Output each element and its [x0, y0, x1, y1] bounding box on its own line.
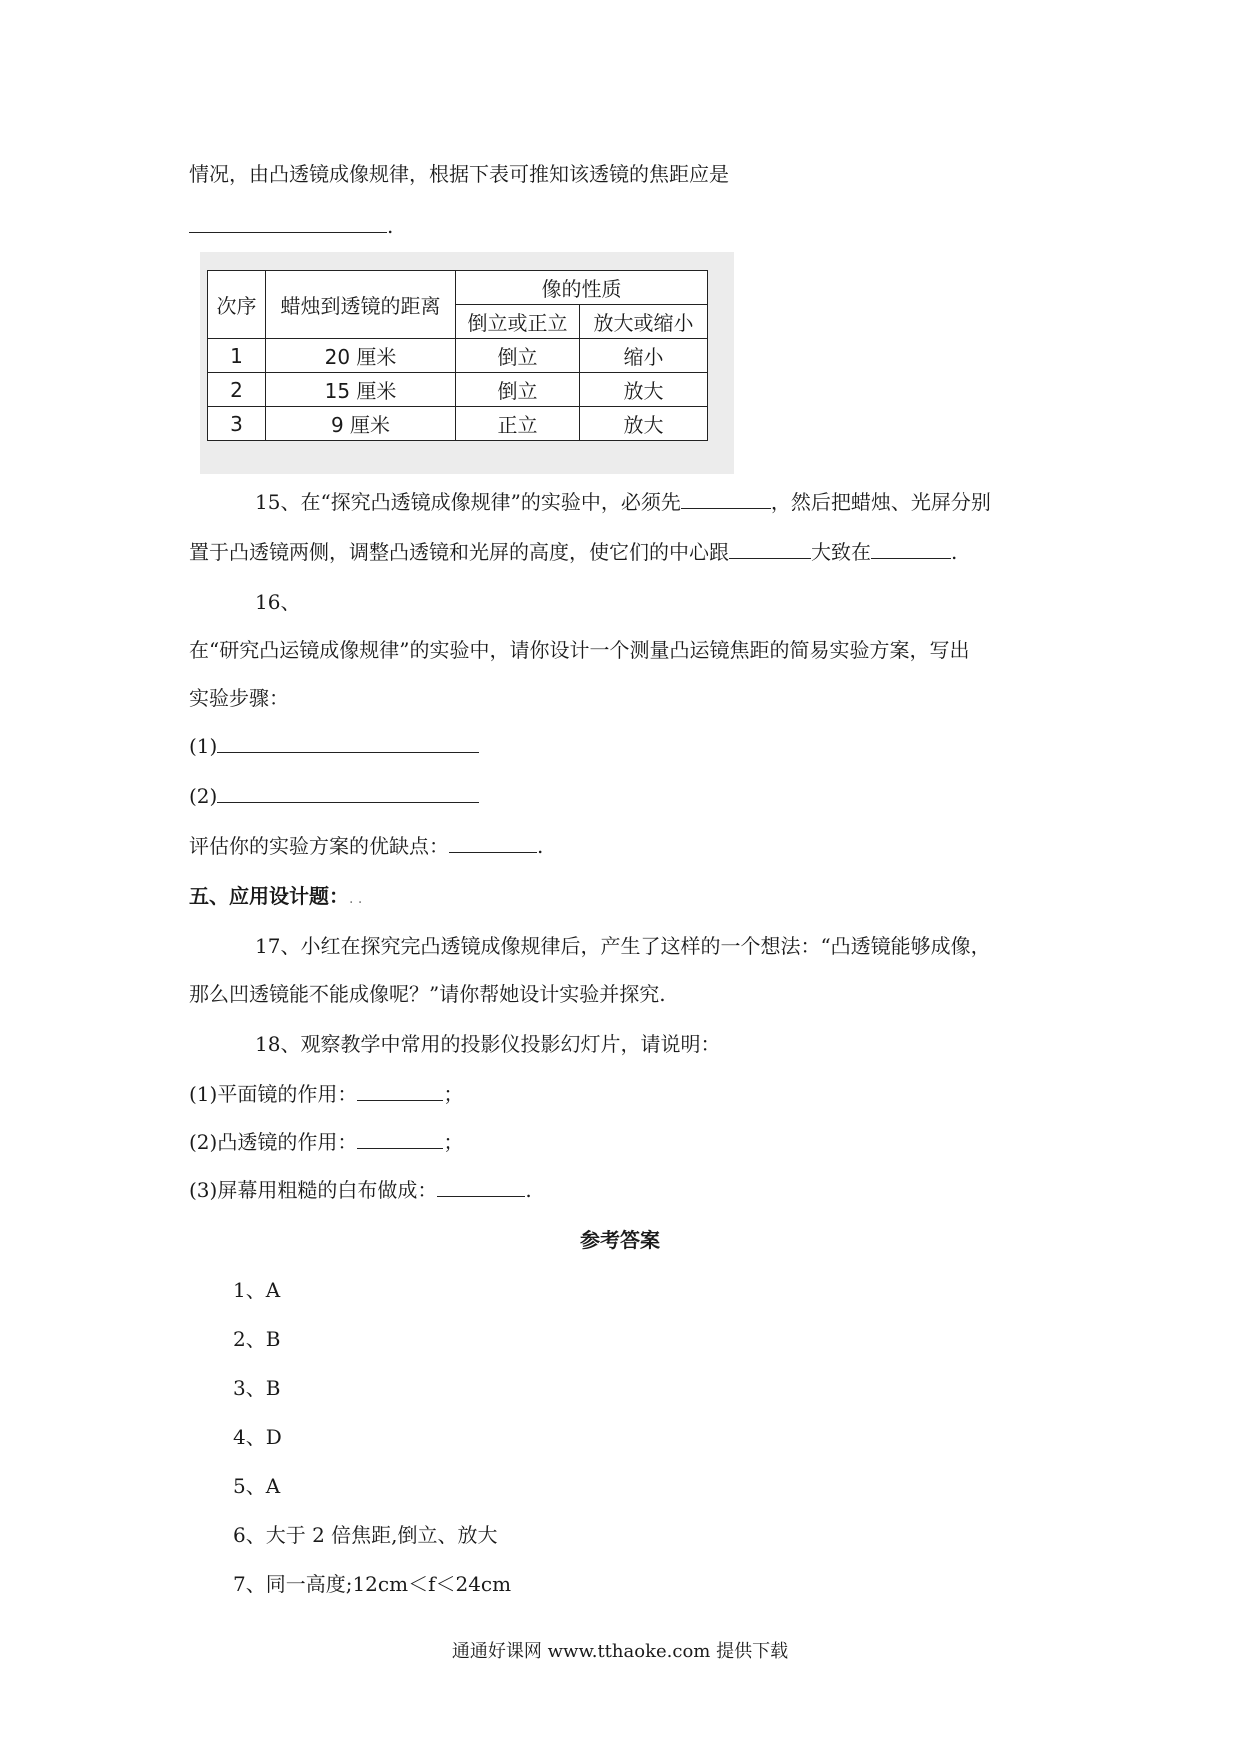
- answer-item: 7、同一高度;12cm＜f＜24cm: [233, 1572, 512, 1596]
- answer-item: 6、大于 2 倍焦距,倒立、放大: [233, 1523, 498, 1547]
- cell-size: 放大: [580, 373, 708, 407]
- answer-item: 4、D: [233, 1425, 282, 1449]
- section-title-text: 五、应用设计题：: [189, 884, 349, 908]
- answer-blank: [189, 212, 387, 233]
- answer-blank: [681, 488, 771, 509]
- intro-line-1: 情况，由凸透镜成像规律，根据下表可推知该透镜的焦距应是: [189, 162, 729, 186]
- table-row: [208, 407, 708, 441]
- q16-evaluate: [189, 832, 543, 860]
- q18-item-3: [189, 1176, 532, 1204]
- q18-text: (1)平面镜的作用：: [189, 1082, 358, 1106]
- cell-order: 2: [208, 373, 266, 407]
- q15-text: 15、在“探究凸透镜成像规律”的实验中，必须先: [255, 490, 681, 514]
- q17-line-2: 那么凹透镜能不能成像呢？”请你帮她设计实验并探究.: [189, 982, 666, 1006]
- answer-blank: [357, 1080, 443, 1101]
- punctuation: ；: [443, 1130, 464, 1154]
- answer-blank: [449, 832, 537, 853]
- cell-distance: 20 厘米: [266, 339, 456, 373]
- cell-size: 缩小: [580, 339, 708, 373]
- page-footer: 通通好课网 www.tthaoke.com 提供下载: [451, 1641, 789, 1662]
- answer-blank: [217, 732, 479, 753]
- q16-text: 评估你的实验方案的优缺点：: [189, 834, 449, 858]
- q16-line-1: 在“研究凸运镜成像规律”的实验中，请你设计一个测量凸运镜焦距的简易实验方案，写出: [189, 638, 970, 662]
- q15-line-2: [189, 538, 957, 566]
- q16-number: 16、: [255, 590, 301, 614]
- q15-text: 大致在: [811, 540, 871, 564]
- cell-orientation: 正立: [456, 407, 580, 441]
- answer-blank: [871, 538, 951, 559]
- answer-item: 5、A: [233, 1474, 281, 1498]
- answer-item: 1、A: [233, 1278, 281, 1302]
- answer-blank: [357, 1128, 443, 1149]
- cell-orientation: 倒立: [456, 339, 580, 373]
- punctuation: .: [537, 834, 544, 858]
- step-number: (1): [189, 734, 218, 758]
- q16-line-2: 实验步骤：: [189, 686, 289, 710]
- section-dots: . .: [349, 891, 363, 907]
- punctuation: ；: [443, 1082, 464, 1106]
- punctuation: .: [525, 1178, 532, 1202]
- punctuation: .: [387, 214, 394, 238]
- cell-distance: 15 厘米: [266, 373, 456, 407]
- q15-line-1: [255, 488, 991, 516]
- cell-size: 放大: [580, 407, 708, 441]
- q16-step-2: [189, 782, 479, 810]
- step-number: (2): [189, 784, 218, 808]
- q16-step-1: [189, 732, 479, 760]
- cell-order: 3: [208, 407, 266, 441]
- lens-table: [207, 270, 708, 441]
- q18-text: (3)屏幕用粗糙的白布做成：: [189, 1178, 438, 1202]
- q15-text: ，然后把蜡烛、光屏分别: [770, 490, 991, 514]
- answer-blank: [437, 1176, 525, 1197]
- answer-blank: [729, 538, 811, 559]
- table-row: [208, 373, 708, 407]
- answer-blank: [217, 782, 479, 803]
- cell-order: 1: [208, 339, 266, 373]
- q18-line-1: 18、观察教学中常用的投影仪投影幻灯片，请说明：: [255, 1032, 721, 1056]
- intro-line-2: [189, 212, 393, 240]
- header-size: 放大或缩小: [580, 305, 708, 339]
- cell-orientation: 倒立: [456, 373, 580, 407]
- q18-item-2: [189, 1128, 463, 1156]
- lens-table-image: [200, 252, 734, 474]
- header-order: 次序: [208, 271, 266, 339]
- header-image-props: 像的性质: [456, 271, 708, 305]
- answer-item: 2、B: [233, 1327, 281, 1351]
- header-orientation: 倒立或正立: [456, 305, 580, 339]
- q15-text: 置于凸透镜两侧，调整凸透镜和光屏的高度，使它们的中心跟: [189, 540, 729, 564]
- section-title: [189, 882, 362, 913]
- table-row: [208, 339, 708, 373]
- header-distance: 蜡烛到透镜的距离: [266, 271, 456, 339]
- q17-line-1: 17、小红在探究完凸透镜成像规律后，产生了这样的一个想法：“凸透镜能够成像，: [255, 934, 991, 958]
- q18-text: (2)凸透镜的作用：: [189, 1130, 358, 1154]
- q18-item-1: [189, 1080, 463, 1108]
- cell-distance: 9 厘米: [266, 407, 456, 441]
- answers-title: 参考答案: [580, 1228, 660, 1252]
- punctuation: .: [951, 540, 958, 564]
- answer-item: 3、B: [233, 1376, 281, 1400]
